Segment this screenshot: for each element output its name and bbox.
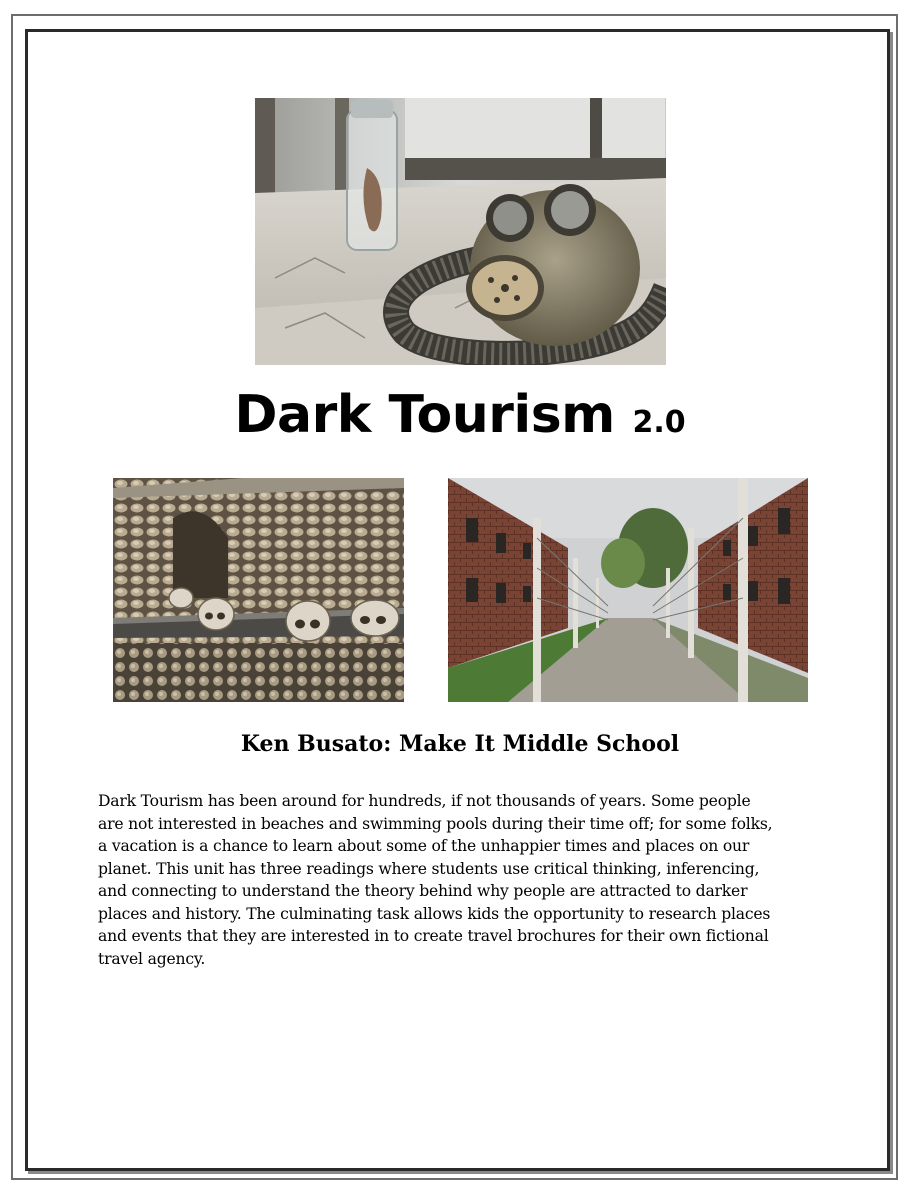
ossuary-skulls-photo bbox=[113, 478, 404, 702]
description-paragraph: Dark Tourism has been around for hundreds, if not thousands of years. Some people are not interested in beaches and swimming pools during their time off; for some folks, a vacation is a chance to learn about some of the unhappier times and places on our planet. This unit has three readings where students use critical thinking, inferencing, and connecting to understand the theory behind why people are attracted to darker places and history. The culminating task allows kids the opportunity to research places and events that they are interested in to create travel brochures for their own fictional travel agency. bbox=[98, 792, 773, 968]
gas-mask-photo bbox=[255, 98, 666, 365]
title-text: Dark Tourism bbox=[234, 385, 615, 445]
document-title bbox=[0, 385, 920, 445]
title-version: 2.0 bbox=[632, 405, 686, 440]
camp-fence-photo bbox=[448, 478, 808, 702]
author-line: Ken Busato: Make It Middle School bbox=[240, 731, 680, 757]
